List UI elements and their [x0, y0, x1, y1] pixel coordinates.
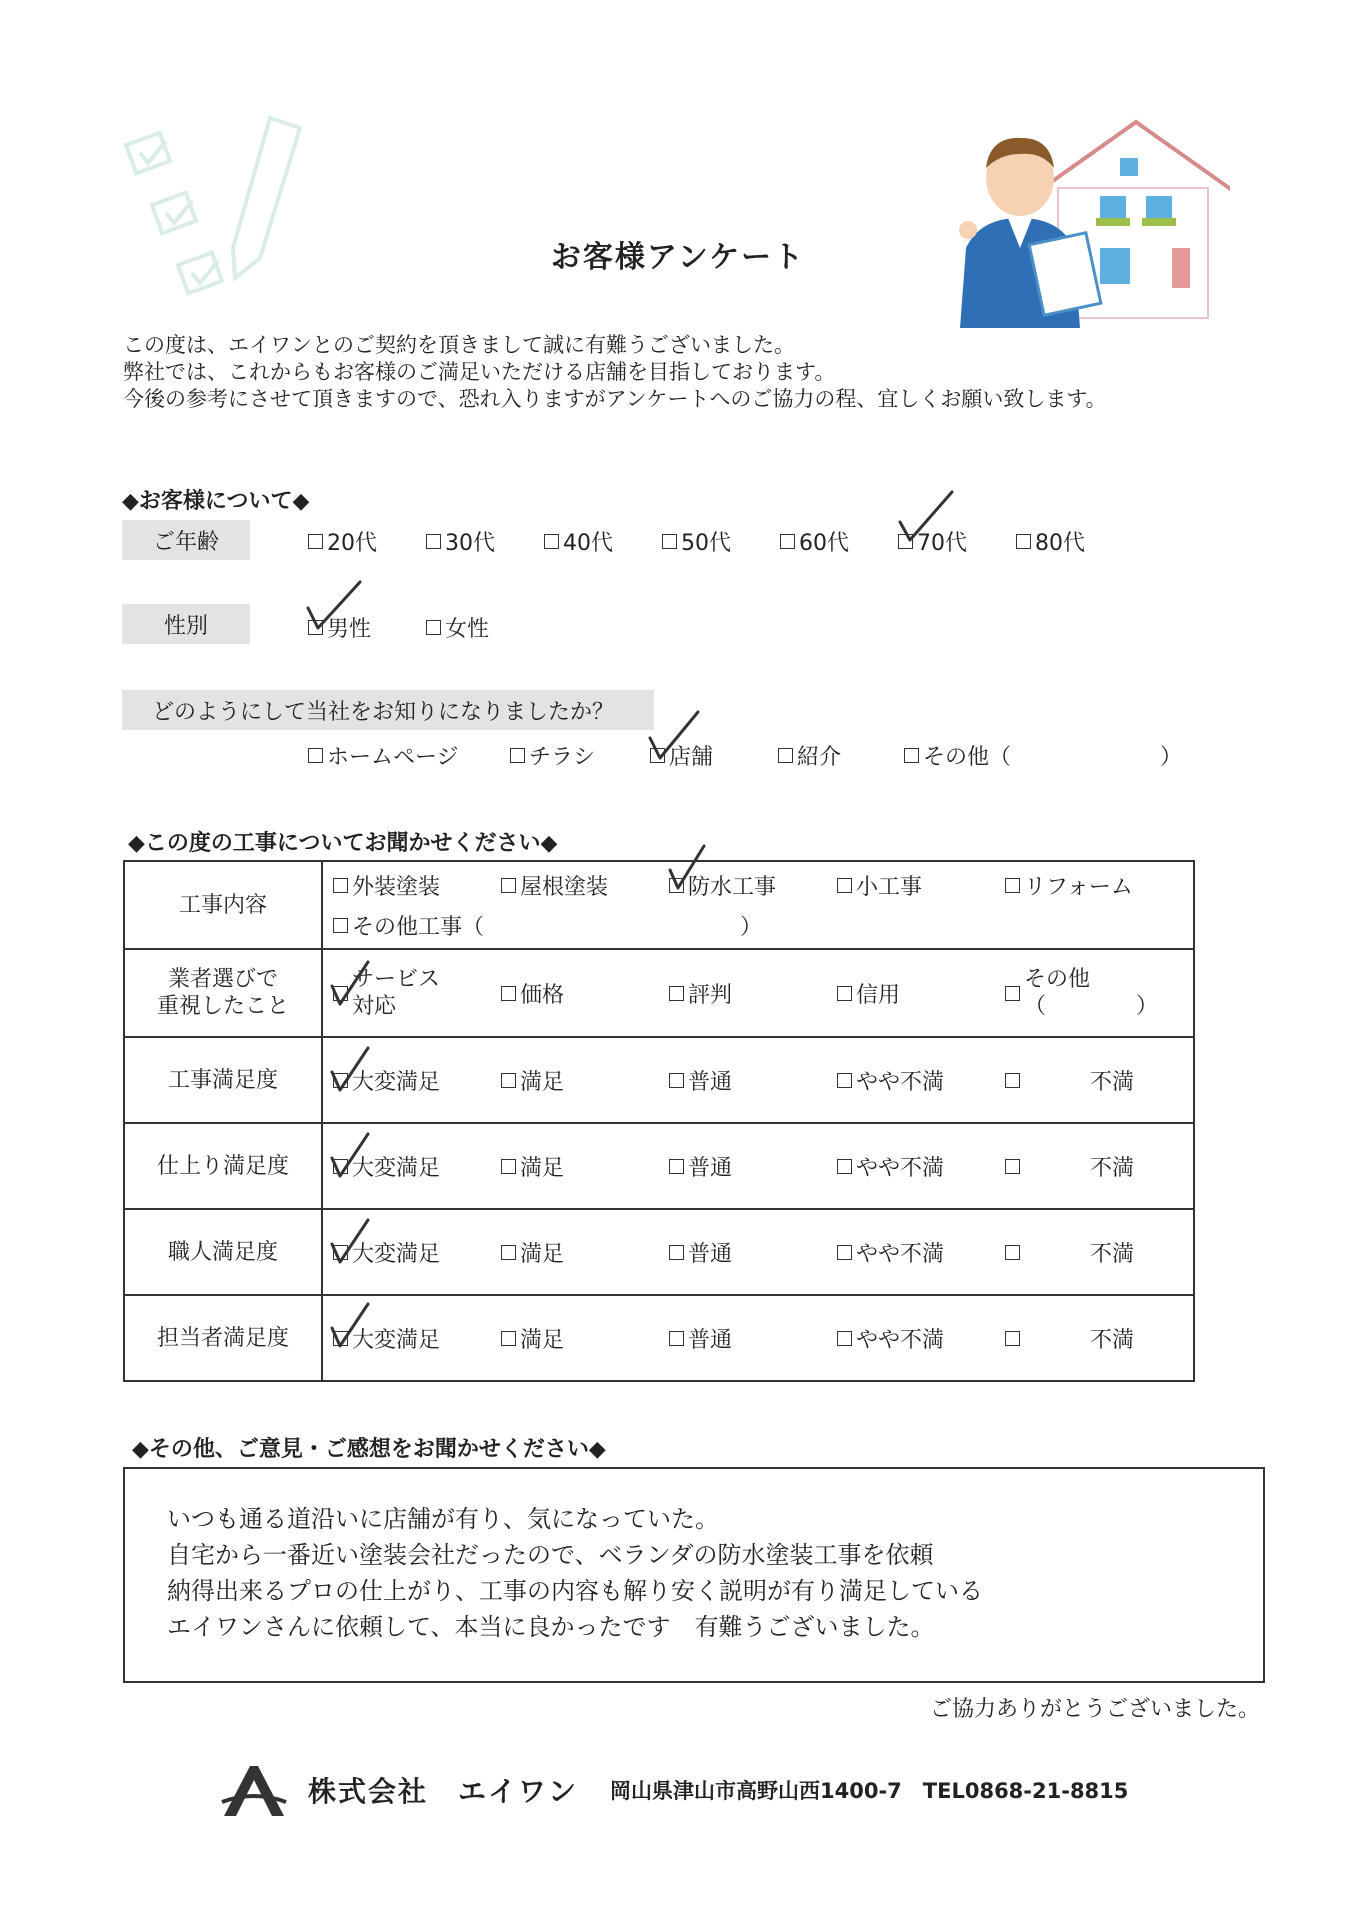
rating-option-satisfied[interactable]: 満足	[491, 1151, 659, 1182]
rating-option-neutral[interactable]: 普通	[659, 1065, 827, 1096]
checkbox[interactable]	[333, 1245, 348, 1260]
rating-option-neutral[interactable]: 普通	[659, 1151, 827, 1182]
selection-option-price[interactable]: 価格	[491, 978, 659, 1009]
company-name: 株式会社 エイワン	[308, 1775, 579, 1808]
checkbox[interactable]	[669, 1245, 684, 1260]
checkbox[interactable]	[904, 748, 919, 763]
selection-option-trust[interactable]: 信用	[827, 978, 995, 1009]
rating-row	[124, 1295, 1194, 1381]
checkbox[interactable]	[501, 1245, 516, 1260]
rating-row	[124, 1123, 1194, 1209]
selection-option-reputation[interactable]: 評判	[659, 978, 827, 1009]
comment-line: 自宅から一番近い塗装会社だったので、ベランダの防水塗装工事を依頼	[167, 1541, 934, 1569]
age-option-20[interactable]: 20代	[308, 526, 377, 557]
checkbox[interactable]	[669, 1073, 684, 1088]
checkbox[interactable]	[1016, 534, 1031, 549]
work-content-row	[124, 861, 1194, 949]
source-option-store[interactable]: 店舗	[650, 740, 713, 771]
comment-line: エイワンさんに依頼して、本当に良かったです 有難うございました。	[167, 1613, 935, 1641]
checkbox[interactable]	[898, 534, 913, 549]
checkbox[interactable]	[308, 534, 323, 549]
checkbox[interactable]	[1005, 986, 1020, 1001]
work-content-label: 工事内容	[124, 861, 322, 949]
checkbox[interactable]	[333, 918, 348, 933]
rating-row	[124, 1209, 1194, 1295]
work-option-reform[interactable]: リフォーム	[995, 870, 1163, 901]
gender-label: 性別	[122, 604, 250, 644]
rating-option-neutral[interactable]: 普通	[659, 1323, 827, 1354]
rating-option-dissatisfied[interactable]: 不満	[995, 1323, 1163, 1354]
rating-option-dissatisfied[interactable]: 不満	[995, 1065, 1163, 1096]
checkbox[interactable]	[308, 748, 323, 763]
checkbox[interactable]	[1005, 1073, 1020, 1088]
rating-option-satisfied[interactable]: 満足	[491, 1065, 659, 1096]
rating-label: 職人満足度	[124, 1209, 322, 1295]
checkbox[interactable]	[837, 1245, 852, 1260]
source-option-flyer[interactable]: チラシ	[510, 740, 595, 771]
rating-option-satisfied[interactable]: 満足	[491, 1323, 659, 1354]
rating-label: 担当者満足度	[124, 1295, 322, 1381]
checkbox[interactable]	[1005, 878, 1020, 893]
work-option-roof[interactable]: 屋根塗装	[491, 870, 659, 901]
checkbox[interactable]	[333, 986, 348, 1001]
rating-option-dissatisfied[interactable]: 不満	[995, 1237, 1163, 1268]
checkbox[interactable]	[837, 1331, 852, 1346]
checkbox[interactable]	[501, 1159, 516, 1174]
comments-box	[123, 1467, 1265, 1683]
rating-option-dissatisfied[interactable]: 不満	[995, 1151, 1163, 1182]
checkbox[interactable]	[333, 1331, 348, 1346]
checkbox[interactable]	[333, 1073, 348, 1088]
rating-option-very-satisfied[interactable]: 大変満足	[323, 1237, 491, 1268]
intro-line: 弊社では、これからもお客様のご満足いただける店舗を目指しております。	[123, 360, 836, 384]
checkbox[interactable]	[669, 1331, 684, 1346]
source-option-homepage[interactable]: ホームページ	[308, 740, 459, 771]
checkbox[interactable]	[333, 878, 348, 893]
checkbox[interactable]	[837, 986, 852, 1001]
age-option-40[interactable]: 40代	[544, 526, 613, 557]
work-option-waterproof[interactable]: 防水工事	[659, 870, 827, 901]
gender-option-male[interactable]: 男性	[308, 612, 371, 643]
checkbox[interactable]	[308, 620, 323, 635]
checkbox[interactable]	[501, 1073, 516, 1088]
rating-option-very-satisfied[interactable]: 大変満足	[323, 1065, 491, 1096]
customer-section-heading: ◆お客様について◆	[122, 489, 310, 514]
gender-option-female[interactable]: 女性	[426, 612, 489, 643]
checkbox[interactable]	[837, 1073, 852, 1088]
checkbox[interactable]	[669, 878, 684, 893]
rating-option-somewhat-dissatisfied[interactable]: やや不満	[827, 1065, 995, 1096]
source-option-referral[interactable]: 紹介	[778, 740, 841, 771]
rating-option-somewhat-dissatisfied[interactable]: やや不満	[827, 1323, 995, 1354]
checkbox[interactable]	[1005, 1331, 1020, 1346]
checkbox[interactable]	[837, 1159, 852, 1174]
checkbox[interactable]	[650, 748, 665, 763]
age-option-80[interactable]: 80代	[1016, 526, 1085, 557]
work-option-small[interactable]: 小工事	[827, 870, 995, 901]
checkbox[interactable]	[333, 1159, 348, 1174]
age-option-50[interactable]: 50代	[662, 526, 731, 557]
work-survey-table	[123, 860, 1195, 1382]
source-question: どのようにして当社をお知りになりましたか？	[122, 690, 654, 730]
checkbox[interactable]	[780, 534, 795, 549]
rating-option-neutral[interactable]: 普通	[659, 1237, 827, 1268]
rating-row	[124, 1037, 1194, 1123]
age-option-70[interactable]: 70代	[898, 526, 967, 557]
age-option-30[interactable]: 30代	[426, 526, 495, 557]
page-title: お客様アンケート	[550, 240, 806, 275]
intro-line: この度は、エイワンとのご契約を頂きまして誠に有難うございました。	[123, 333, 795, 357]
comment-line: 納得出来るプロの仕上がり、工事の内容も解り安く説明が有り満足している	[167, 1577, 983, 1605]
age-label: ご年齢	[122, 520, 250, 560]
intro-line: 今後の参考にさせて頂きますので、恐れ入りますがアンケートへのご協力の程、宜しくお願い致します。	[123, 387, 1107, 411]
rating-option-satisfied[interactable]: 満足	[491, 1237, 659, 1268]
checkbox[interactable]	[544, 534, 559, 549]
selection-option-service[interactable]: サービス 対応	[323, 966, 491, 1020]
checkbox[interactable]	[501, 986, 516, 1001]
source-option-other[interactable]: その他（	[904, 740, 1011, 771]
checkbox[interactable]	[669, 986, 684, 1001]
rating-option-very-satisfied[interactable]: 大変満足	[323, 1151, 491, 1182]
age-option-60[interactable]: 60代	[780, 526, 849, 557]
selection-option-other[interactable]: その他 （ ）	[995, 966, 1163, 1020]
rating-option-very-satisfied[interactable]: 大変満足	[323, 1323, 491, 1354]
rating-label: 工事満足度	[124, 1037, 322, 1123]
work-section-heading: ◆この度の工事についてお聞かせください◆	[128, 831, 558, 856]
checkbox[interactable]	[501, 878, 516, 893]
work-option-other: その他工事（	[352, 914, 485, 940]
selection-label: 業者選びで 重視したこと	[124, 949, 322, 1037]
checkbox[interactable]	[510, 748, 525, 763]
rating-label: 仕上り満足度	[124, 1123, 322, 1209]
checklist-pencil-illustration	[120, 108, 320, 318]
rating-option-somewhat-dissatisfied[interactable]: やや不満	[827, 1151, 995, 1182]
checkbox[interactable]	[837, 878, 852, 893]
checkbox[interactable]	[1005, 1245, 1020, 1260]
checkbox[interactable]	[501, 1331, 516, 1346]
checkbox[interactable]	[778, 748, 793, 763]
man-with-clipboard-and-house-illustration	[950, 118, 1230, 328]
checkbox[interactable]	[426, 534, 441, 549]
comments-section-heading: ◆その他、ご意見・ご感想をお聞かせください◆	[132, 1437, 606, 1462]
company-logo-icon	[220, 1762, 288, 1818]
checkbox[interactable]	[662, 534, 677, 549]
footer	[220, 1762, 1128, 1818]
rating-option-somewhat-dissatisfied[interactable]: やや不満	[827, 1237, 995, 1268]
checkbox[interactable]	[426, 620, 441, 635]
selection-row	[124, 949, 1194, 1037]
comment-line: いつも通る道沿いに店舗が有り、気になっていた。	[167, 1505, 719, 1533]
work-other-close-paren: ）	[740, 914, 763, 940]
work-option-exterior[interactable]: 外装塗装	[323, 870, 491, 901]
source-other-close-paren: ）	[1160, 745, 1183, 770]
intro-text	[123, 332, 1107, 413]
company-address: 岡山県津山市高野山西1400-7 TEL0868-21-8815	[610, 1779, 1129, 1803]
checkbox[interactable]	[1005, 1159, 1020, 1174]
checkbox[interactable]	[669, 1159, 684, 1174]
thanks-message: ご協力ありがとうございました。	[929, 1697, 1260, 1722]
